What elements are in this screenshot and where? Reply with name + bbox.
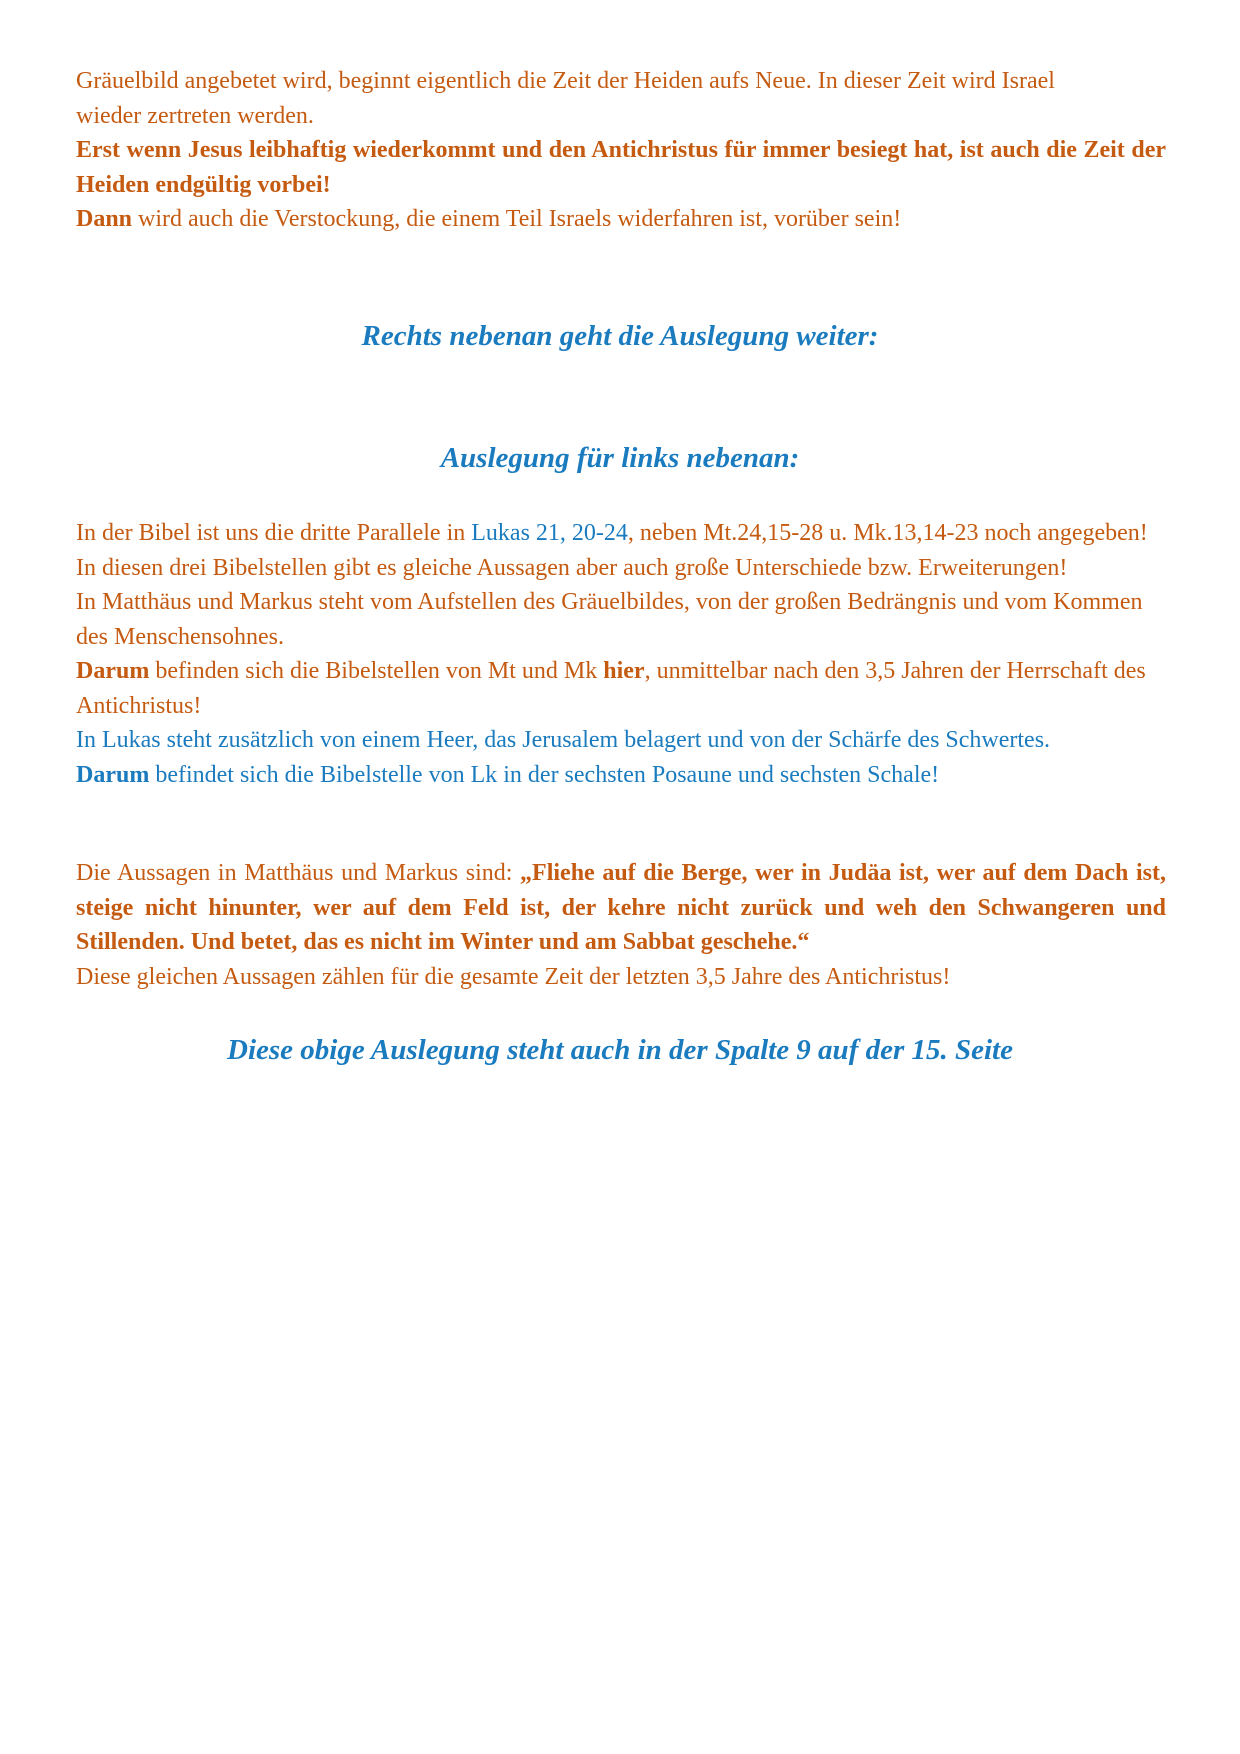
paragraph-darum-mt-mk bbox=[76, 654, 1166, 723]
quote-intro: Die Aussagen in Matthäus und Markus sind: bbox=[76, 860, 521, 886]
p3-end: , unmittelbar nach den 3,5 Jahren der Herrschaft des Antichristus! bbox=[76, 658, 1146, 719]
p1-start: In der Bibel ist uns die dritte Parallele in bbox=[76, 520, 472, 546]
dann-rest: wird auch die Verstockung, die einem Teil Israels widerfahren ist, vorüber sein! bbox=[132, 206, 902, 232]
heading-right: Rechts nebenan geht die Auslegung weiter: bbox=[361, 320, 879, 352]
p3-start: befinden sich die Bibelstellen von Mt und Mk bbox=[149, 658, 604, 684]
darum-word-1: Darum bbox=[76, 658, 150, 684]
paragraph-darum-lk bbox=[76, 758, 1166, 793]
explanation-block bbox=[76, 516, 1166, 792]
quote-closing: Diese gleichen Aussagen zählen für die gesamte Zeit der letzten 3,5 Jahre des Antichristus! bbox=[76, 963, 951, 990]
p5-rest: befindet sich die Bibelstelle von Lk in der sechsten Posaune und sechsten Schale! bbox=[149, 761, 940, 788]
heading-left: Auslegung für links nebenan: bbox=[440, 442, 800, 474]
paragraph-parallel bbox=[76, 516, 1166, 585]
intro-line-1: Gräuelbild angebetet wird, beginnt eigentlich die Zeit der Heiden aufs Neue. In dieser Zeit wird Israel bbox=[76, 68, 1055, 94]
p1-end: , neben Mt.24,15-28 u. Mk.13,14-23 noch angegeben! In diesen drei Bibelstellen gibt es gleiche Aussagen aber auch große Unterschiede bzw. Erweiterungen! bbox=[76, 520, 1148, 581]
quote-paragraph bbox=[76, 856, 1166, 960]
intro-dann-line bbox=[76, 202, 1166, 237]
intro-block bbox=[76, 64, 1166, 237]
quote-block bbox=[76, 856, 1166, 994]
quote-text: „Fliehe auf die Berge, wer in Judäa ist, wer auf dem Dach ist, steige nicht hinunter, wer auf dem Feld ist, der kehre nicht zurück und weh den Schwangeren und Stillenden. Und betet, das es nicht im Winter und am Sabbat geschehe.“ bbox=[76, 860, 1166, 955]
footer-heading: Diese obige Auslegung steht auch in der Spalte 9 auf der 15. Seite bbox=[227, 1034, 1013, 1066]
paragraph-luke: In Lukas steht zusätzlich von einem Heer, das Jerusalem belagert und von der Schärfe des Schwertes. bbox=[76, 727, 1051, 753]
darum-word-2: Darum bbox=[76, 761, 150, 788]
intro-line-2: wieder zertreten werden. bbox=[76, 102, 314, 129]
hier-word: hier bbox=[603, 658, 645, 684]
dann-word: Dann bbox=[76, 206, 133, 232]
paragraph-matthew-mark: In Matthäus und Markus steht vom Aufstellen des Gräuelbildes, von der großen Bedrängnis und vom Kommen des Menschensohnes. bbox=[76, 589, 1143, 650]
intro-bold-statement: Erst wenn Jesus leibhaftig wiederkommt und den Antichristus für immer besiegt hat, ist auch die Zeit der Heiden endgültig vorbei! bbox=[76, 137, 1166, 198]
luke-reference: Lukas 21, 20-24 bbox=[471, 520, 628, 546]
